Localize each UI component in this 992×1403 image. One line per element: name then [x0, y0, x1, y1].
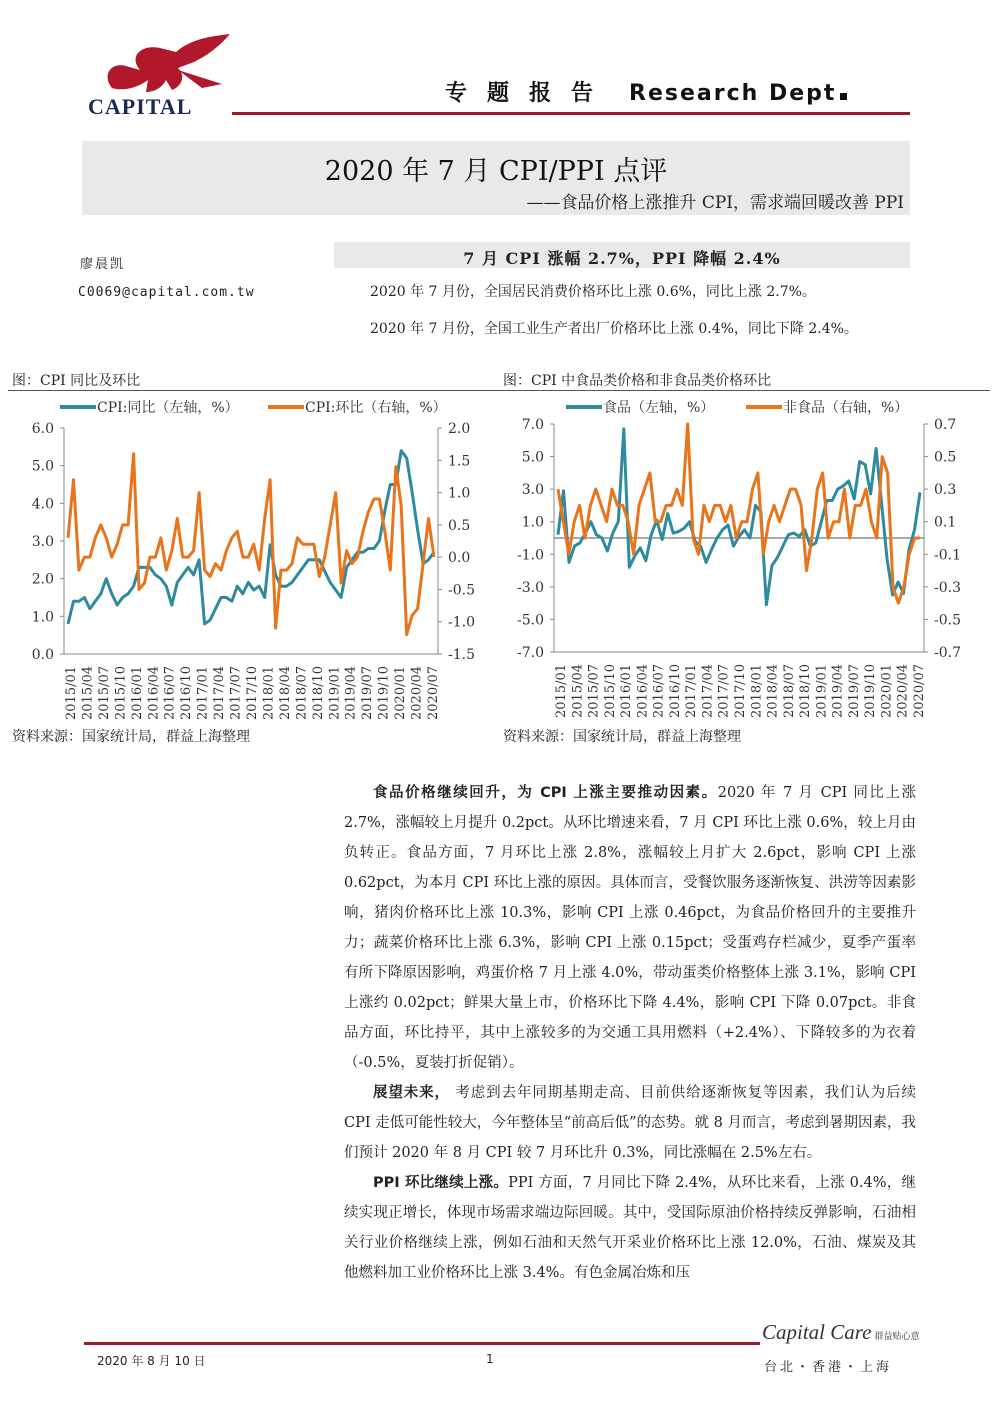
- footer-rule: [84, 1342, 760, 1345]
- paragraph-outlook: [344, 1078, 916, 1168]
- right-tick-label: -0.5: [448, 582, 475, 599]
- x-tick-label: 2019/10: [863, 663, 879, 718]
- right-tick-label: 0.7: [934, 417, 957, 433]
- x-tick-label: 2018/07: [294, 665, 310, 720]
- left-tick-label: -1.0: [517, 547, 544, 564]
- right-tick-label: -0.3: [934, 579, 961, 596]
- figure-right-source: 资料来源：国家统计局，群益上海整理: [503, 729, 741, 745]
- food-nonfood-chart: [500, 392, 990, 722]
- x-tick-label: 2019/04: [343, 665, 359, 720]
- right-tick-label: -1.5: [448, 647, 475, 663]
- paragraph-ppi: [344, 1168, 916, 1288]
- left-tick-label: 3.0: [31, 534, 54, 550]
- x-tick-label: 2016/10: [667, 663, 683, 718]
- x-tick-label: 2017/01: [195, 665, 211, 720]
- x-tick-label: 2019/01: [327, 665, 343, 720]
- footer-brand: [762, 1320, 920, 1345]
- x-tick-label: 2019/01: [814, 663, 830, 718]
- left-tick-label: 7.0: [521, 417, 544, 433]
- legend-label: 食品（左轴，%）: [603, 400, 715, 416]
- x-tick-label: 2015/07: [96, 665, 112, 720]
- x-tick-label: 2017/04: [212, 665, 228, 720]
- footer-date: 2020 年 8 月 10 日: [97, 1354, 206, 1368]
- x-tick-label: 2019/10: [376, 665, 392, 720]
- x-tick-label: 2017/07: [716, 663, 732, 718]
- series-line-primary: [68, 451, 434, 624]
- square-icon: [840, 93, 847, 100]
- right-tick-label: 2.0: [448, 421, 471, 437]
- left-tick-label: 0.0: [31, 647, 54, 663]
- figure-left-source: 资料来源：国家统计局，群益上海整理: [12, 729, 250, 745]
- paragraph-ppi-lead: PPI 环比继续上涨。: [373, 1175, 509, 1191]
- paragraph-cpi-text: 2020 年 7 月 CPI 同比上涨 2.7%，涨幅较上月提升 0.2pct。从环比增速来看，7 月 CPI 环比上涨 0.6%，较上月由负转正。食品方面，7 月环比上涨 2.8%，涨幅较上月扩大 2.6pct，影响 CPI 上涨 0.62pct，为本月 CPI 环比上涨的原因。具体而言，受餐饮服务逐渐恢复、洪涝等因素影响，猪肉价格环比上涨 10.3%，影响 CPI 上涨 0.46pct，为食品价格回升的主要推升力；蔬菜价格环比上涨 6.3%，影响 CPI 上涨 0.15pct；受蛋鸡存栏减少，夏季产蛋率有所下降原因影响，鸡蛋价格 7 月上涨 4.0%，带动蛋类价格整体上涨 3.1%，影响 CPI 上涨约 0.02pct；鲜果大量上市，价格环比下降 4.4%，影响 CPI 下降 0.07pct。非食品方面，环比持平，其中上涨较多的为交通工具用燃料（+2.4%）、下降较多的为衣着（-0.5%，夏装打折促销）。: [344, 785, 916, 1071]
- x-tick-label: 2019/07: [360, 665, 376, 720]
- legend-label: CPI:环比（右轴，%）: [305, 400, 447, 416]
- right-tick-label: 0.3: [934, 482, 957, 499]
- footer-brand-en: Capital Care: [762, 1320, 872, 1344]
- title-box: [82, 141, 910, 215]
- x-tick-label: 2017/10: [733, 663, 748, 718]
- author-email[interactable]: C0069@capital.com.tw: [78, 285, 255, 300]
- x-tick-label: 2016/01: [619, 663, 635, 718]
- footer-cities: 台北・香港・上海: [764, 1360, 893, 1375]
- x-tick-label: 2017/10: [245, 665, 260, 720]
- figure-right-label: 图：CPI 中食品类价格和非食品类价格环比: [503, 373, 772, 389]
- left-tick-label: -5.0: [517, 612, 544, 629]
- left-tick-label: 5.0: [31, 458, 54, 475]
- legend-label: CPI:同比（左轴，%）: [97, 400, 239, 416]
- figure-left-label: 图：CPI 同比及环比: [12, 373, 141, 389]
- x-tick-label: 2016/07: [162, 665, 178, 720]
- summary-line-cpi: 2020 年 7 月份，全国居民消费价格环比上涨 0.6%，同比上涨 2.7%。: [370, 284, 816, 300]
- left-tick-label: 2.0: [31, 571, 54, 588]
- right-tick-label: 1.0: [448, 485, 471, 502]
- report-section-title: [445, 76, 847, 107]
- x-tick-label: 2016/04: [146, 665, 162, 720]
- x-tick-label: 2015/04: [80, 665, 96, 720]
- x-tick-label: 2020/01: [879, 663, 895, 718]
- summary-line-ppi: 2020 年 7 月份，全国工业生产者出厂价格环比上涨 0.4%，同比下降 2.4%。: [370, 321, 858, 337]
- author-name: 廖晨凯: [80, 257, 126, 272]
- right-tick-label: -0.1: [934, 547, 961, 564]
- x-tick-label: 2015/10: [113, 665, 129, 720]
- right-tick-label: 0.5: [448, 517, 471, 534]
- paragraph-outlook-text: 考虑到去年同期基期走高、目前供给逐渐恢复等因素，我们认为后续 CPI 走低可能性较大，今年整体呈“前高后低”的态势。就 8 月而言，考虑到暑期因素，我们预计 2020 年 8 月 CPI 较 7 月环比升 0.3%，同比涨幅在 2.5%左右。: [344, 1085, 917, 1161]
- x-tick-label: 2020/04: [409, 665, 425, 720]
- x-tick-label: 2017/01: [684, 663, 700, 718]
- figure-rule: [8, 390, 990, 391]
- left-tick-label: -3.0: [517, 579, 544, 596]
- left-tick-label: 1.0: [31, 609, 54, 626]
- left-tick-label: -7.0: [517, 645, 544, 661]
- left-tick-label: 4.0: [31, 496, 54, 513]
- x-tick-label: 2017/07: [228, 665, 244, 720]
- right-tick-label: 0.0: [448, 550, 471, 567]
- x-tick-label: 2018/04: [277, 665, 293, 720]
- right-tick-label: -1.0: [448, 614, 475, 631]
- right-tick-label: -0.5: [934, 612, 961, 629]
- paragraph-cpi-lead: 食品价格继续回升，为 CPI 上涨主要推动因素。: [373, 785, 718, 801]
- x-tick-label: 2015/07: [586, 663, 602, 718]
- paragraph-cpi: [344, 778, 916, 1078]
- series-line-secondary: [558, 424, 920, 603]
- left-tick-label: 6.0: [31, 421, 54, 437]
- x-tick-label: 2018/07: [781, 663, 797, 718]
- section-en: Research Dept: [629, 81, 837, 106]
- x-tick-label: 2020/01: [393, 665, 409, 720]
- x-tick-label: 2017/04: [700, 663, 716, 718]
- x-tick-label: 2020/07: [426, 665, 441, 720]
- right-tick-label: -0.7: [934, 645, 961, 661]
- left-tick-label: 1.0: [521, 514, 544, 531]
- left-tick-label: 3.0: [521, 482, 544, 499]
- analysis-body: [344, 778, 916, 1288]
- x-tick-label: 2019/04: [830, 663, 846, 718]
- x-tick-label: 2015/04: [570, 663, 586, 718]
- page-title: 2020 年 7 月 CPI/PPI 点评: [324, 156, 668, 187]
- x-tick-label: 2015/01: [554, 663, 569, 718]
- x-tick-label: 2018/04: [765, 663, 781, 718]
- x-tick-label: 2016/01: [129, 665, 145, 720]
- x-tick-label: 2016/10: [179, 665, 195, 720]
- x-tick-label: 2018/10: [310, 665, 326, 720]
- series-line-primary: [558, 429, 920, 605]
- page-subtitle: ——食品价格上涨推升 CPI，需求端回暖改善 PPI: [526, 193, 904, 213]
- right-tick-label: 1.5: [448, 453, 471, 470]
- paragraph-outlook-lead: 展望未来，: [373, 1085, 450, 1101]
- footer-brand-zh: 群益贴心意: [874, 1332, 920, 1342]
- logo-text: CAPITAL: [88, 94, 193, 119]
- header-rule: [232, 112, 910, 115]
- x-tick-label: 2015/10: [602, 663, 618, 718]
- x-tick-label: 2020/07: [912, 663, 927, 718]
- legend-label: 非食品（右轴，%）: [783, 400, 909, 416]
- x-tick-label: 2016/04: [635, 663, 651, 718]
- left-tick-label: 5.0: [521, 449, 544, 466]
- page-number: 1: [486, 1352, 494, 1366]
- section-zh: 专题报告: [445, 81, 614, 106]
- right-tick-label: 0.1: [934, 514, 957, 531]
- x-tick-label: 2020/04: [895, 663, 911, 718]
- series-line-secondary: [68, 454, 434, 635]
- summary-title: 7 月 CPI 涨幅 2.7%，PPI 降幅 2.4%: [463, 249, 781, 268]
- x-tick-label: 2018/01: [749, 663, 765, 718]
- cpi-yoy-mom-chart: [8, 392, 490, 722]
- x-tick-label: 2016/07: [651, 663, 667, 718]
- x-tick-label: 2015/01: [64, 665, 79, 720]
- paragraph-ppi-text: PPI 方面，7 月同比下降 2.4%，从环比来看，上涨 0.4%，继续实现正增长，体现市场需求端边际回暖。其中，受国际原油价格持续反弹影响，石油相关行业价格继续上涨，例如石油和天然气开采业价格环比上涨 12.0%，石油、煤炭及其他燃料加工业价格环比上涨 3.4%。有色金属冶炼和压: [344, 1175, 917, 1281]
- x-tick-label: 2018/01: [261, 665, 277, 720]
- x-tick-label: 2018/10: [798, 663, 814, 718]
- summary-box: [334, 242, 910, 268]
- right-tick-label: 0.5: [934, 449, 957, 466]
- x-tick-label: 2019/07: [846, 663, 862, 718]
